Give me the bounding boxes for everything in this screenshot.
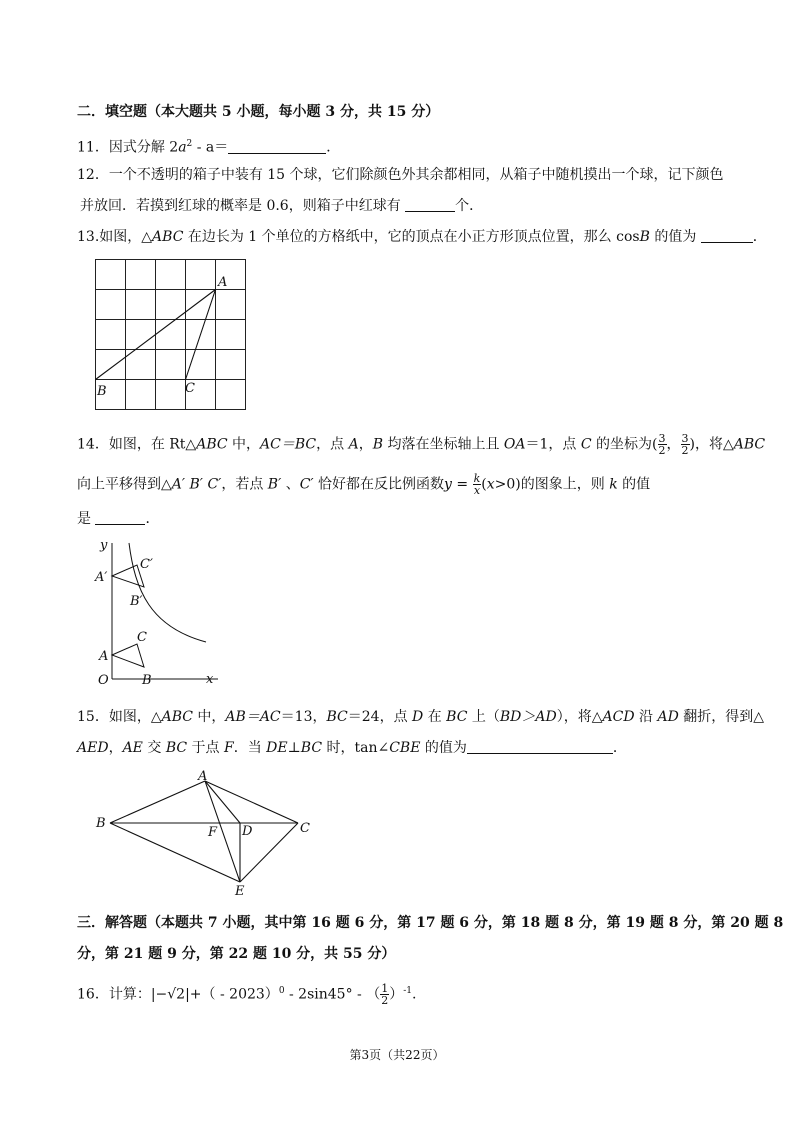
- label-x-axis: x: [206, 672, 214, 687]
- answer-blank: [228, 139, 326, 154]
- label-a: A: [218, 275, 228, 290]
- fraction-3-2: $\frac{3}{2}$: [658, 432, 666, 457]
- section-2-heading: 二．填空题（本大题共 5 小题，每小题 3 分，共 15 分）: [77, 104, 440, 120]
- label-f: F: [208, 825, 218, 840]
- label-a: A: [198, 769, 208, 784]
- sqrt-2: √2: [167, 986, 186, 1003]
- q13-grid-figure: [90, 255, 255, 415]
- answer-blank: [467, 739, 613, 754]
- section-3-heading-line2: 分，第 21 题 9 分，第 22 题 10 分，共 55 分）: [77, 946, 396, 962]
- answer-blank: [701, 228, 753, 243]
- question-14-line2: 向上平移得到△A′ B′ C′，若点 B′ 、C′ 恰好都在反比例函数y = $\frac{k}{x}$ (x>0)的图象上，则 k 的值: [77, 472, 651, 497]
- label-e: E: [235, 884, 245, 899]
- axes: [112, 543, 218, 679]
- question-13: 13.如图，△ABC 在边长为 1 个单位的方格纸中，它的顶点在小正方形顶点位置，那么 cosB 的值为 ．: [77, 229, 767, 245]
- label-d: D: [242, 824, 253, 839]
- answer-blank: [405, 197, 455, 212]
- label-y-axis: y: [100, 538, 108, 553]
- section-3-heading-line1: 三．解答题（本题共 7 小题，其中第 16 题 6 分，第 17 题 6 分，第 18 题 8 分，第 19 题 8 分，第 20 题 8: [77, 915, 784, 931]
- label-a: A: [99, 649, 109, 664]
- question-16: 16．计算：|−√2|+（ - 2023）$^0$ - 2sin45° - （ $\frac{1}{2}$ ）$^{-1}$.: [77, 982, 417, 1008]
- label-b: B: [142, 673, 152, 688]
- question-12-line2: 并放回．若摸到红球的概率是 0.6，则箱子中红球有 个．: [80, 198, 484, 214]
- label-b-prime: B′: [130, 594, 143, 609]
- question-15-line1: 15．如图，△ABC 中，AB＝AC＝13，BC＝24，点 D 在 BC 上（BD＞AD），将△ACD 沿 AD 翻折，得到△: [77, 709, 765, 725]
- label-b: B: [96, 816, 106, 831]
- fraction-k-x: $\frac{k}{x}$: [473, 472, 481, 497]
- question-14-line1: 14．如图，在 Rt△ABC 中，AC＝BC，点 A，B 均落在坐标轴上且 OA＝1，点 C 的坐标为( $\frac{3}{2}$ ， $\frac{3}{2}$ )，将△ABC: [77, 432, 766, 457]
- question-14-line3: 是 ．: [77, 511, 160, 527]
- question-12-line1: 12．一个不透明的箱子中装有 15 个球，它们除颜色外其余都相同，从箱子中随机摸出一个球，记下颜色: [77, 167, 724, 183]
- fraction-3-2: $\frac{3}{2}$: [681, 432, 689, 457]
- question-11: 11．因式分解 $2a^2 - a=$ ．: [77, 139, 341, 156]
- label-b: B: [97, 384, 107, 399]
- q15-triangle-figure: [90, 765, 320, 900]
- q14-coordinate-figure: [88, 535, 228, 690]
- label-c-prime: C′: [140, 557, 153, 572]
- answer-blank: [95, 510, 145, 525]
- triangle-abc: [112, 644, 144, 667]
- label-a-prime: A′: [95, 570, 108, 585]
- label-origin: O: [98, 673, 109, 688]
- label-c: C: [137, 630, 147, 645]
- page-footer: 第3页（共22页）: [349, 1048, 445, 1062]
- label-c: C: [185, 381, 195, 396]
- fraction-1-2: $\frac{1}{2}$: [381, 982, 389, 1008]
- figure-lines: [110, 781, 298, 882]
- label-c: C: [300, 821, 310, 836]
- question-15-line2: AED，AE 交 BC 于点 F．当 DE⊥BC 时，tan∠CBE 的值为 ．: [77, 740, 627, 756]
